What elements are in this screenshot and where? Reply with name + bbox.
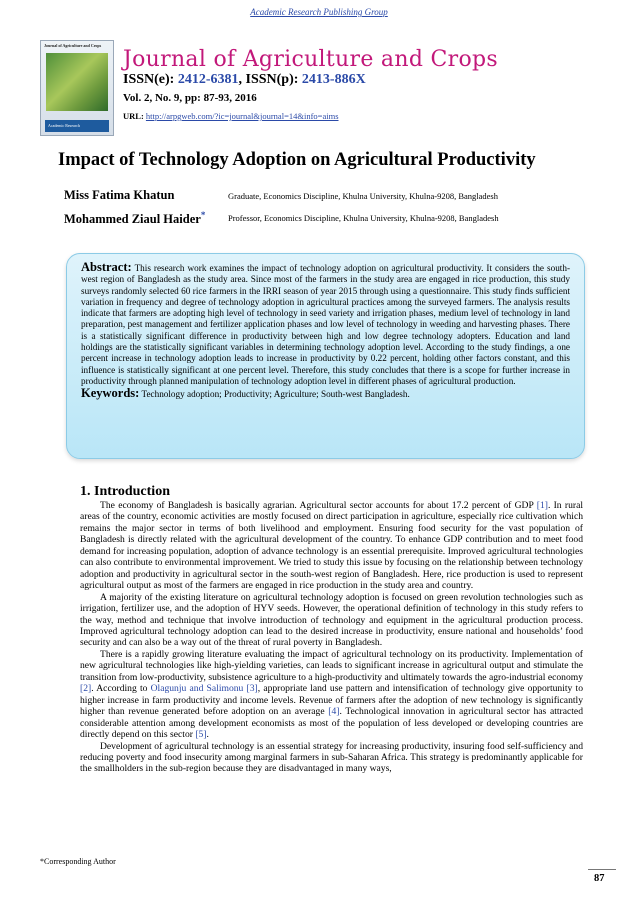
volume-info: Vol. 2, No. 9, pp: 87-93, 2016: [123, 92, 257, 104]
cover-title: Journal of Agriculture and Crops: [44, 43, 102, 48]
page-number: 87: [594, 873, 605, 884]
paragraph: [80, 500, 583, 592]
abstract-label: Abstract:: [81, 260, 132, 274]
cover-publisher-logo: Academic Research: [45, 120, 109, 132]
author-affiliation: Professor, Economics Discipline, Khulna University, Khulna-9208, Bangladesh: [228, 213, 499, 223]
text-run: . Technological innovation in agricultural sector has attracted considerable attention among development economists as most of the population of less developed or developing countries are directly depend on this sector: [80, 706, 583, 741]
issn-e: 2412-6381: [177, 72, 239, 87]
text-run: . According to: [91, 683, 151, 695]
citation-link[interactable]: [1]: [536, 500, 548, 511]
paragraph: A majority of the existing literature on agricultural technology adoption is focused on green revolution technologies such as irrigation, fertilizer use, and the adoption of HYV seeds. However, the operational definition of technology in this study refers to the way, method and technique that involve introduction of technology and equipment in the agricultural production process. Improved agricultural technology adoption can lead to the desired increase in productivity, ensure national and households’ food security and can also be a way out of the threat of rural poverty in Bangladesh.: [80, 591, 583, 649]
publisher-link[interactable]: Academic Research Publishing Group: [250, 7, 388, 17]
citation-link[interactable]: [5]: [195, 729, 207, 741]
issn-line: [123, 72, 366, 88]
author-name: Miss Fatima Khatun: [64, 188, 175, 202]
introduction-body: [80, 500, 583, 775]
text-run: There is a rapidly growing literature evaluating the impact of agricultural technology on its productivity. Implementation of new agricultural technologies like high-yielding varieties, can leads to significant increase in agricultural output and stimulate the transition from low-productivity, subsistence agriculture to a high-productivity and ultimately towards the agro-industrial economy: [80, 648, 583, 683]
journal-cover-image: [40, 40, 114, 136]
keywords-label: Keywords:: [81, 386, 140, 401]
cover-crop-photo: [46, 53, 108, 111]
citation-link[interactable]: [4]: [328, 706, 340, 718]
journal-url-link[interactable]: http://arpgweb.com/?ic=journal&journal=14&info=aims: [145, 111, 339, 121]
url-label: URL:: [123, 111, 146, 121]
page-number-rule: [588, 869, 616, 870]
citation-link[interactable]: Olagunju and Salimonu [3]: [150, 683, 258, 695]
text-run: The economy of Bangladesh is basically agrarian. Agricultural sector accounts for about 17.2 percent of GDP: [100, 500, 537, 511]
author-name: Mohammed Ziaul Haider: [64, 212, 201, 227]
paragraph: [80, 649, 583, 741]
citation-link[interactable]: [2]: [80, 683, 92, 695]
abstract-body: [81, 262, 570, 387]
section-heading-introduction: 1. Introduction: [80, 484, 170, 499]
paper-title: Impact of Technology Adoption on Agricultural Productivity: [58, 150, 536, 170]
keywords-line: [81, 388, 570, 400]
author-affiliation: Graduate, Economics Discipline, Khulna University, Khulna-9208, Bangladesh: [228, 191, 498, 201]
issn-p-label: , ISSN(p):: [238, 72, 302, 87]
issn-p: 2413-886X: [301, 72, 366, 87]
footnote-corresponding-author: *Corresponding Author: [40, 857, 116, 866]
abstract-text: This research work examines the impact of technology adoption on agricultural productivity. It considers the south-west region of Bangladesh as the study area. Since most of the farmers in the study area are engaged in rice production, this study surveys randomly selected 60 rice farmers in the IRRI season of year 2015 through using a questionnaire. This study finds sufficient variation in frequency and degree of technology adoption in agricultural practices among the surveyed farmers. The analysis results indicate that farmers are adopting high level of technology in seed variety and irrigation phases, medium level of technology in land preparation, pest management and fertilizer application phases and low level of technology in weeding and harvesting phases. There is a statistically significant difference in productivity between high and low degree technology adopters. Education and land holdings are the statistically significant variables in determining technology adoption level. According to the study findings, a one percent increase in technology adoption leads to increase in productivity by 0.22 percent, holding other factors constant, and this influence is statistically significant at one percent level. Therefore, this study concludes that there is a scope for further increase in productivity through planned manipulation of technology adoption level in different phases of agricultural production.: [81, 263, 570, 386]
abstract-box: [66, 253, 585, 459]
issn-e-label: ISSN(e):: [123, 72, 178, 87]
text-run: . In rural areas of the country, economic activities are mostly focused on direct participation in agriculture, especially rice cultivation which remains the major sector in terms of both livelihood and employment. Ensuring food security for the vast population of Bangladesh is directly related with the agricultural development of the country. To enhance GDP contribution and to meet food demand for increasing population, adoption of advance technology is an essential prerequisite. Improved agricultural technologies can also contribute to environmental improvement. We tried to study this issue by focusing on the relationship between technology adoption and productivity in agricultural sector in the south-west region of Bangladesh. Here, rice production is used to represent agricultural output as most of the farmers are engaged in rice production in the study area and country.: [80, 500, 583, 592]
paragraph: Development of agricultural technology is an essential strategy for increasing productivity, insuring food self-sufficiency and reducing poverty and food insecurity among marginal farmers in sub-Saharan Africa. This strategy is predominantly applicable for the smallholders in the sub-region because they are disadvantaged in many ways,: [80, 740, 583, 775]
journal-title: Journal of Agriculture and Crops: [123, 47, 498, 72]
url-line: [123, 111, 339, 121]
keywords-text: Technology adoption; Productivity; Agriculture; South-west Bangladesh.: [141, 389, 410, 400]
corresponding-author-mark[interactable]: *: [200, 210, 206, 220]
text-run: , appropriate land use pattern and intensification of technology give opportunity to higher increase in farm productivity and income levels. Revenue of farmers after the adoption of new technology is significantly higher than revenue generated before adoption on an average: [80, 683, 583, 718]
text-run: .: [206, 729, 209, 741]
author-name-corresponding: [64, 210, 205, 227]
